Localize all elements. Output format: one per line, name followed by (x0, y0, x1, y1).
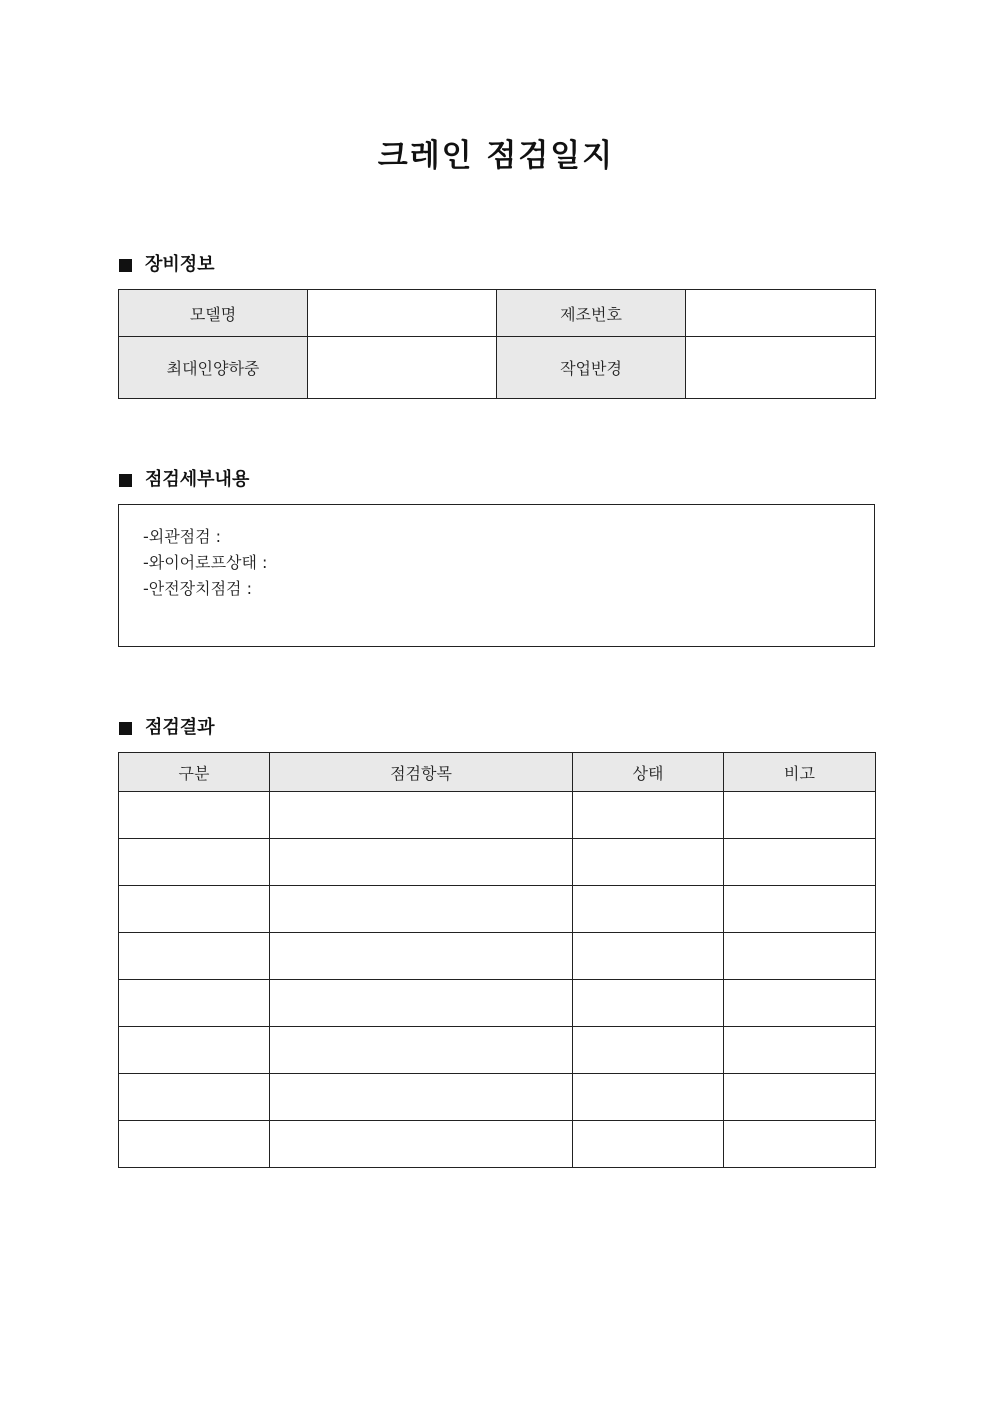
table-row (119, 886, 876, 933)
remarks-cell[interactable] (724, 1074, 876, 1121)
category-cell[interactable] (119, 886, 270, 933)
status-cell[interactable] (573, 1121, 724, 1168)
item-cell[interactable] (270, 839, 573, 886)
serial-number-label: 제조번호 (497, 290, 686, 337)
table-row (119, 1121, 876, 1168)
table-row (119, 792, 876, 839)
status-cell[interactable] (573, 886, 724, 933)
max-load-field[interactable] (308, 337, 497, 399)
status-cell[interactable] (573, 792, 724, 839)
status-cell[interactable] (573, 933, 724, 980)
section-heading-label: 점검세부내용 (145, 469, 250, 490)
equipment-info-table (118, 289, 876, 399)
column-header-status: 상태 (573, 753, 724, 792)
model-label: 모델명 (119, 290, 308, 337)
item-cell[interactable] (270, 792, 573, 839)
category-cell[interactable] (119, 1027, 270, 1074)
status-cell[interactable] (573, 839, 724, 886)
section-heading-results (119, 716, 215, 740)
remarks-cell[interactable] (724, 792, 876, 839)
table-row (119, 980, 876, 1027)
column-header-category: 구분 (119, 753, 270, 792)
table-row (119, 290, 876, 337)
table-row (119, 337, 876, 399)
detail-line-exterior: -외관점검 : (143, 527, 222, 546)
section-heading-label: 장비정보 (145, 254, 215, 275)
column-header-item: 점검항목 (270, 753, 573, 792)
table-row (119, 839, 876, 886)
table-row (119, 1074, 876, 1121)
inspection-result-table (118, 752, 876, 1168)
inspection-details-box[interactable] (118, 504, 875, 647)
work-radius-field[interactable] (686, 337, 876, 399)
item-cell[interactable] (270, 886, 573, 933)
section-heading-equipment (119, 253, 215, 277)
category-cell[interactable] (119, 1121, 270, 1168)
status-cell[interactable] (573, 1074, 724, 1121)
max-load-label: 최대인양하중 (119, 337, 308, 399)
remarks-cell[interactable] (724, 980, 876, 1027)
square-bullet-icon (119, 474, 132, 487)
category-cell[interactable] (119, 792, 270, 839)
item-cell[interactable] (270, 1027, 573, 1074)
serial-number-field[interactable] (686, 290, 876, 337)
work-radius-label: 작업반경 (497, 337, 686, 399)
section-heading-label: 점검결과 (145, 717, 215, 738)
category-cell[interactable] (119, 1074, 270, 1121)
section-heading-details (119, 468, 249, 492)
detail-line-safety-device: -안전장치점검 : (143, 579, 252, 598)
column-header-remarks: 비고 (724, 753, 876, 792)
category-cell[interactable] (119, 933, 270, 980)
item-cell[interactable] (270, 980, 573, 1027)
status-cell[interactable] (573, 1027, 724, 1074)
remarks-cell[interactable] (724, 1121, 876, 1168)
remarks-cell[interactable] (724, 933, 876, 980)
item-cell[interactable] (270, 1074, 573, 1121)
table-row (119, 933, 876, 980)
remarks-cell[interactable] (724, 839, 876, 886)
remarks-cell[interactable] (724, 886, 876, 933)
status-cell[interactable] (573, 980, 724, 1027)
detail-line-wire-rope: -와이어로프상태 : (143, 553, 268, 572)
item-cell[interactable] (270, 933, 573, 980)
page-title: 크레인 점검일지 (377, 138, 615, 174)
category-cell[interactable] (119, 980, 270, 1027)
model-field[interactable] (308, 290, 497, 337)
remarks-cell[interactable] (724, 1027, 876, 1074)
square-bullet-icon (119, 259, 132, 272)
table-row (119, 1027, 876, 1074)
item-cell[interactable] (270, 1121, 573, 1168)
table-header-row (119, 753, 876, 792)
category-cell[interactable] (119, 839, 270, 886)
square-bullet-icon (119, 722, 132, 735)
